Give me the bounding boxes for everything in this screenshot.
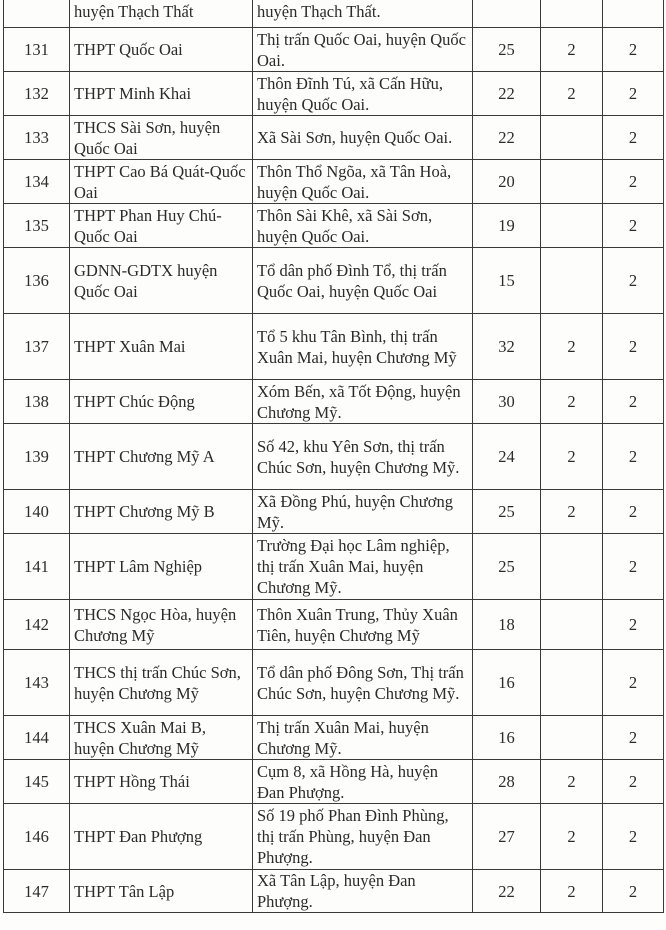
value-col-3: 2	[603, 490, 664, 534]
school-name: huyện Thạch Thất	[70, 0, 253, 28]
value-col-3: 2	[603, 804, 664, 870]
class-count	[473, 0, 541, 28]
table-row	[4, 600, 664, 650]
school-address: Xã Sài Sơn, huyện Quốc Oai.	[253, 116, 473, 160]
school-address: Cụm 8, xã Hồng Hà, huyện Đan Phượng.	[253, 760, 473, 804]
school-name: THPT Quốc Oai	[70, 28, 253, 72]
value-col-2: 2	[541, 72, 603, 116]
value-col-3: 2	[603, 248, 664, 314]
value-col-2	[541, 716, 603, 760]
class-count: 15	[473, 248, 541, 314]
school-address: Tổ dân phố Đông Sơn, Thị trấn Chúc Sơn, huyện Chương Mỹ.	[253, 650, 473, 716]
value-col-2: 2	[541, 760, 603, 804]
table-row	[4, 380, 664, 424]
class-count: 22	[473, 72, 541, 116]
row-number: 138	[4, 380, 70, 424]
school-address: Thôn Xuân Trung, Thủy Xuân Tiên, huyện Chương Mỹ	[253, 600, 473, 650]
value-col-2	[541, 160, 603, 204]
school-address: Thị trấn Xuân Mai, huyện Chương Mỹ.	[253, 716, 473, 760]
class-count: 27	[473, 804, 541, 870]
school-address: Thôn Thổ Ngõa, xã Tân Hoà, huyện Quốc Oai.	[253, 160, 473, 204]
row-number: 144	[4, 716, 70, 760]
value-col-3: 2	[603, 600, 664, 650]
school-name: THPT Xuân Mai	[70, 314, 253, 380]
table-row	[4, 116, 664, 160]
value-col-3	[603, 0, 664, 28]
table-row	[4, 490, 664, 534]
value-col-2	[541, 0, 603, 28]
value-col-3: 2	[603, 424, 664, 490]
school-name: THPT Minh Khai	[70, 72, 253, 116]
row-number: 146	[4, 804, 70, 870]
school-name: THPT Lâm Nghiệp	[70, 534, 253, 600]
table-row	[4, 716, 664, 760]
table-row	[4, 870, 664, 913]
school-name: THCS thị trấn Chúc Sơn, huyện Chương Mỹ	[70, 650, 253, 716]
school-address: Xóm Bến, xã Tốt Động, huyện Chương Mỹ.	[253, 380, 473, 424]
class-count: 22	[473, 870, 541, 913]
school-name: THPT Tân Lập	[70, 870, 253, 913]
school-address: Thôn Đĩnh Tú, xã Cấn Hữu, huyện Quốc Oai.	[253, 72, 473, 116]
row-number: 133	[4, 116, 70, 160]
value-col-3: 2	[603, 28, 664, 72]
table-row	[4, 248, 664, 314]
value-col-3: 2	[603, 116, 664, 160]
value-col-3: 2	[603, 760, 664, 804]
value-col-3: 2	[603, 204, 664, 248]
school-address: Số 19 phố Phan Đình Phùng, thị trấn Phùng, huyện Đan Phượng.	[253, 804, 473, 870]
class-count: 25	[473, 490, 541, 534]
value-col-3: 2	[603, 160, 664, 204]
school-name: THPT Chương Mỹ B	[70, 490, 253, 534]
table-row	[4, 804, 664, 870]
school-name: GDNN-GDTX huyện Quốc Oai	[70, 248, 253, 314]
class-count: 25	[473, 534, 541, 600]
class-count: 19	[473, 204, 541, 248]
value-col-2	[541, 116, 603, 160]
row-number: 145	[4, 760, 70, 804]
school-name: THCS Xuân Mai B, huyện Chương Mỹ	[70, 716, 253, 760]
school-name: THPT Đan Phượng	[70, 804, 253, 870]
school-address: huyện Thạch Thất.	[253, 0, 473, 28]
row-number: 142	[4, 600, 70, 650]
row-number: 147	[4, 870, 70, 913]
row-number: 132	[4, 72, 70, 116]
row-number: 140	[4, 490, 70, 534]
school-address: Xã Đồng Phú, huyện Chương Mỹ.	[253, 490, 473, 534]
school-name: THCS Ngọc Hòa, huyện Chương Mỹ	[70, 600, 253, 650]
class-count: 32	[473, 314, 541, 380]
row-number: 135	[4, 204, 70, 248]
class-count: 28	[473, 760, 541, 804]
row-number: 139	[4, 424, 70, 490]
row-number: 141	[4, 534, 70, 600]
table-row	[4, 0, 664, 28]
table-row	[4, 760, 664, 804]
value-col-2	[541, 534, 603, 600]
table-row	[4, 650, 664, 716]
row-number: 137	[4, 314, 70, 380]
value-col-2	[541, 204, 603, 248]
school-address: Thôn Sài Khê, xã Sài Sơn, huyện Quốc Oai.	[253, 204, 473, 248]
table-row	[4, 72, 664, 116]
row-number	[4, 0, 70, 28]
value-col-3: 2	[603, 72, 664, 116]
value-col-2: 2	[541, 28, 603, 72]
value-col-2: 2	[541, 490, 603, 534]
value-col-2	[541, 600, 603, 650]
school-address: Số 42, khu Yên Sơn, thị trấn Chúc Sơn, huyện Chương Mỹ.	[253, 424, 473, 490]
table-row	[4, 28, 664, 72]
school-name: THPT Chúc Động	[70, 380, 253, 424]
table-row	[4, 314, 664, 380]
school-table	[3, 0, 664, 913]
class-count: 24	[473, 424, 541, 490]
class-count: 16	[473, 650, 541, 716]
class-count: 22	[473, 116, 541, 160]
school-name: THCS Sài Sơn, huyện Quốc Oai	[70, 116, 253, 160]
value-col-2: 2	[541, 380, 603, 424]
table-row	[4, 160, 664, 204]
school-address: Xã Tân Lập, huyện Đan Phượng.	[253, 870, 473, 913]
school-name: THPT Chương Mỹ A	[70, 424, 253, 490]
school-name: THPT Hồng Thái	[70, 760, 253, 804]
school-address: Tổ 5 khu Tân Bình, thị trấn Xuân Mai, huyện Chương Mỹ	[253, 314, 473, 380]
class-count: 20	[473, 160, 541, 204]
school-name: THPT Cao Bá Quát-Quốc Oai	[70, 160, 253, 204]
value-col-2: 2	[541, 804, 603, 870]
school-address: Thị trấn Quốc Oai, huyện Quốc Oai.	[253, 28, 473, 72]
value-col-3: 2	[603, 534, 664, 600]
class-count: 16	[473, 716, 541, 760]
table-row	[4, 534, 664, 600]
value-col-2	[541, 248, 603, 314]
row-number: 134	[4, 160, 70, 204]
class-count: 18	[473, 600, 541, 650]
class-count: 25	[473, 28, 541, 72]
school-name: THPT Phan Huy Chú-Quốc Oai	[70, 204, 253, 248]
school-address: Tổ dân phố Đình Tổ, thị trấn Quốc Oai, huyện Quốc Oai	[253, 248, 473, 314]
table-row	[4, 424, 664, 490]
row-number: 131	[4, 28, 70, 72]
value-col-2: 2	[541, 314, 603, 380]
school-address: Trường Đại học Lâm nghiệp, thị trấn Xuân Mai, huyện Chương Mỹ.	[253, 534, 473, 600]
value-col-3: 2	[603, 314, 664, 380]
row-number: 143	[4, 650, 70, 716]
value-col-3: 2	[603, 716, 664, 760]
value-col-2: 2	[541, 870, 603, 913]
value-col-3: 2	[603, 870, 664, 913]
class-count: 30	[473, 380, 541, 424]
value-col-3: 2	[603, 380, 664, 424]
value-col-3: 2	[603, 650, 664, 716]
value-col-2: 2	[541, 424, 603, 490]
table-row	[4, 204, 664, 248]
row-number: 136	[4, 248, 70, 314]
value-col-2	[541, 650, 603, 716]
